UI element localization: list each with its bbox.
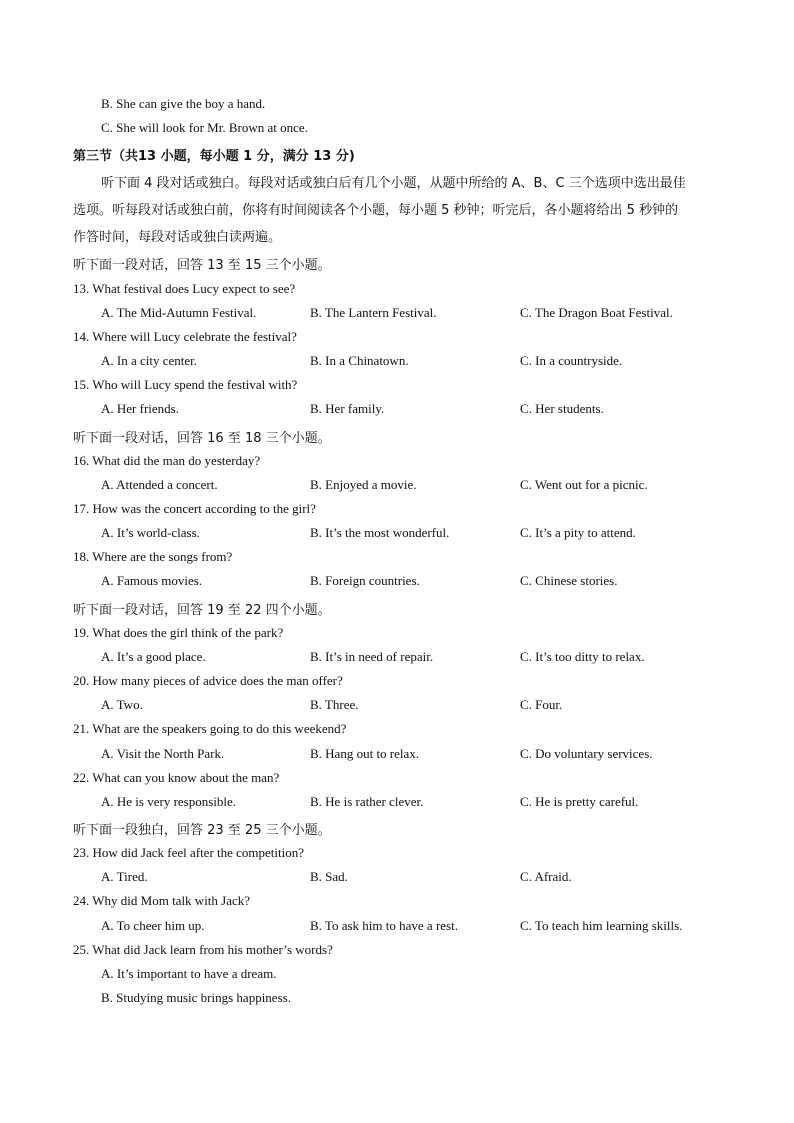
question-text: 14. Where will Lucy celebrate the festival? [73,329,297,344]
dialogue-intro: 听下面一段对话，回答 16 至 18 三个小题。 [73,431,331,446]
option-b: B. To ask him to have a rest. [310,918,458,933]
prev-option-b: B. She can give the boy a hand. [101,96,266,111]
option-a: A. Tired. [101,869,148,884]
question-text: 21. What are the speakers going to do this weekend? [73,721,347,736]
option-b: B. He is rather clever. [310,794,424,809]
option-c: C. He is pretty careful. [520,794,639,809]
option-a: A. Visit the North Park. [101,746,225,761]
option-c: C. Chinese stories. [520,573,618,588]
section-heading: 第三节（共13 小题，每小题 1 分，满分 13 分) [73,149,355,164]
option-a: A. The Mid-Autumn Festival. [101,305,257,320]
option-b: B. It’s the most wonderful. [310,525,450,540]
option-a: A. Attended a concert. [101,477,218,492]
question-text: 17. How was the concert according to the girl? [73,501,316,516]
option-c: C. Went out for a picnic. [520,477,648,492]
option-b: B. It’s in need of repair. [310,649,434,664]
option-b: B. Studying music brings happiness. [101,990,291,1005]
option-a: A. In a city center. [101,353,198,368]
instructions-line-2: 选项。听每段对话或独白前，你将有时间阅读各个小题，每小题 5 秒钟；听完后，各小题将给出 5 秒钟的 [73,203,679,218]
option-b: B. The Lantern Festival. [310,305,437,320]
option-b: B. In a Chinatown. [310,353,409,368]
option-a: A. It’s a good place. [101,649,206,664]
option-c: C. Do voluntary services. [520,746,653,761]
option-b: B. Foreign countries. [310,573,420,588]
instructions-line-3: 作答时间，每段对话或独白读两遍。 [73,230,282,245]
question-text: 20. How many pieces of advice does the man offer? [73,673,343,688]
option-b: B. Three. [310,697,359,712]
instructions-line-1: 听下面 4 段对话或独白。每段对话或独白后有几个小题，从题中所给的 A、B、C 三个选项中选出最佳 [101,176,686,191]
question-text: 24. Why did Mom talk with Jack? [73,893,251,908]
option-a: A. It’s world-class. [101,525,200,540]
question-text: 13. What festival does Lucy expect to see? [73,281,296,296]
dialogue-intro: 听下面一段对话，回答 13 至 15 三个小题。 [73,258,331,273]
question-text: 19. What does the girl think of the park? [73,625,284,640]
option-c: C. To teach him learning skills. [520,918,683,933]
option-a: A. It’s important to have a dream. [101,966,277,981]
monologue-intro: 听下面一段独白，回答 23 至 25 三个小题。 [73,823,331,838]
prev-option-c: C. She will look for Mr. Brown at once. [101,120,308,135]
question-text: 22. What can you know about the man? [73,770,280,785]
option-a: A. Her friends. [101,401,179,416]
question-text: 18. Where are the songs from? [73,549,233,564]
option-a: A. He is very responsible. [101,794,237,809]
option-a: A. Famous movies. [101,573,203,588]
question-text: 23. How did Jack feel after the competition? [73,845,305,860]
option-c: C. The Dragon Boat Festival. [520,305,673,320]
option-c: C. Afraid. [520,869,572,884]
dialogue-intro: 听下面一段对话，回答 19 至 22 四个小题。 [73,603,331,618]
option-c: C. In a countryside. [520,353,623,368]
question-text: 25. What did Jack learn from his mother’s words? [73,942,333,957]
option-c: C. It’s too ditty to relax. [520,649,645,664]
option-b: B. Hang out to relax. [310,746,420,761]
question-text: 15. Who will Lucy spend the festival with? [73,377,298,392]
option-c: C. Four. [520,697,563,712]
option-b: B. Sad. [310,869,348,884]
option-b: B. Her family. [310,401,385,416]
option-a: A. Two. [101,697,143,712]
option-c: C. Her students. [520,401,604,416]
option-b: B. Enjoyed a movie. [310,477,417,492]
question-text: 16. What did the man do yesterday? [73,453,261,468]
option-c: C. It’s a pity to attend. [520,525,636,540]
option-a: A. To cheer him up. [101,918,205,933]
